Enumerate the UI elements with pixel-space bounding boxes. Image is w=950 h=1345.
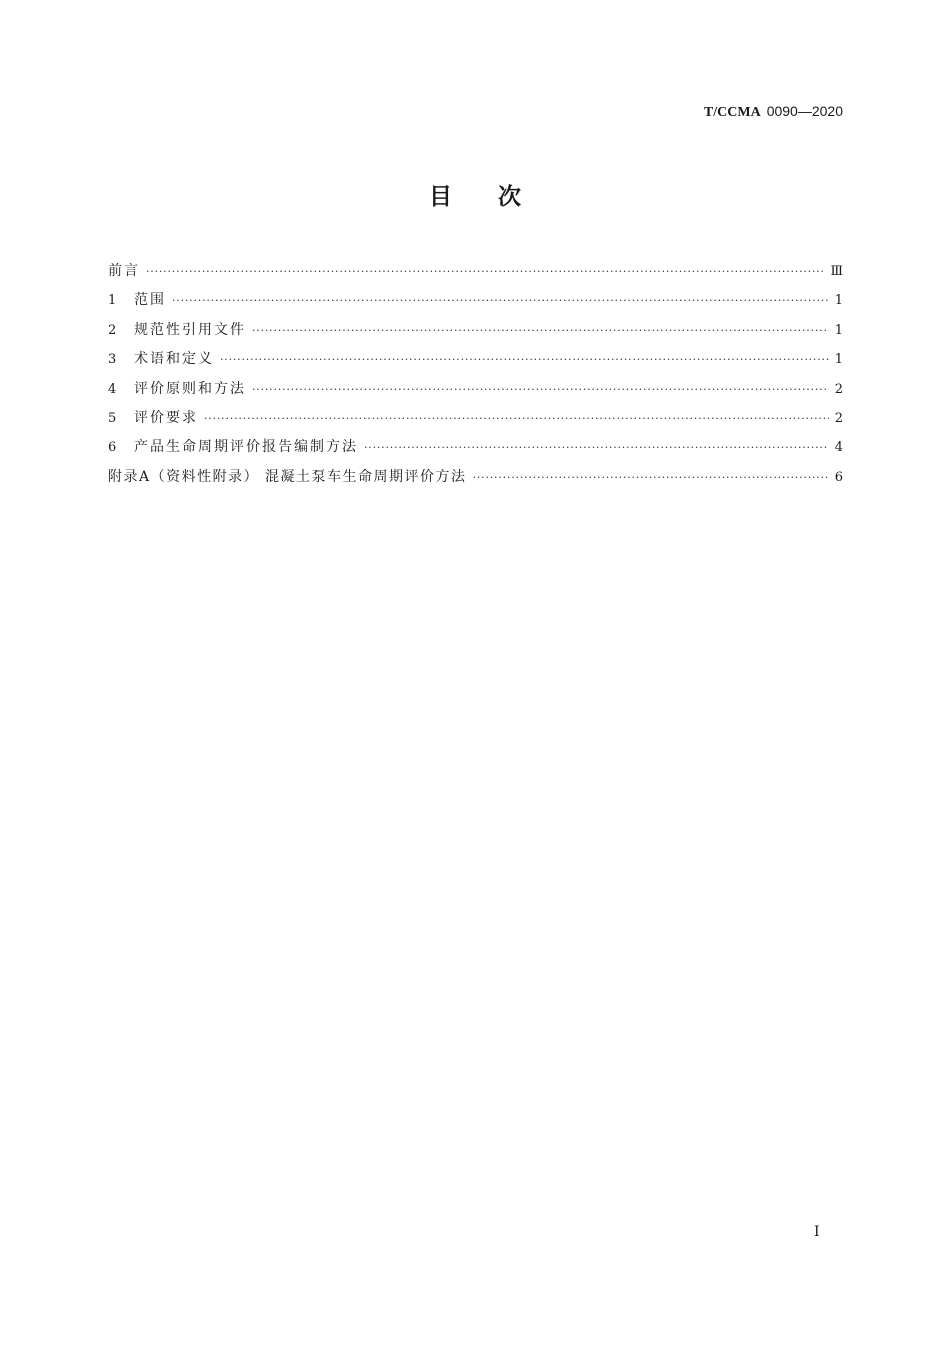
- toc-entry-terms-definitions[interactable]: [108, 347, 843, 376]
- toc-entry-label: 规范性引用文件: [134, 321, 246, 338]
- toc-leader-dots: [364, 436, 829, 460]
- toc-entry-page: 1: [834, 322, 843, 338]
- toc-entry-evaluation-requirements[interactable]: [108, 406, 843, 435]
- toc-entry-report-method[interactable]: [108, 435, 843, 464]
- toc-leader-dots: [252, 378, 829, 402]
- page-title: 目次: [429, 184, 567, 210]
- toc-entry-label: 术语和定义: [134, 351, 214, 368]
- toc-entry-page: 2: [834, 381, 843, 397]
- toc-entry-number: 4: [108, 381, 117, 397]
- toc-entry-label: 评价原则和方法: [134, 380, 246, 397]
- toc-entry-evaluation-principles[interactable]: [108, 377, 843, 406]
- toc-entry-foreword[interactable]: [108, 259, 843, 288]
- toc-entry-number: 2: [108, 322, 117, 338]
- toc-entry-label: 前言: [108, 263, 140, 279]
- toc-entry-appendix-a[interactable]: [108, 465, 843, 494]
- toc-entry-number: 1: [108, 293, 117, 309]
- standard-code: T/CCMA: [703, 105, 761, 120]
- standard-number: 0090—2020: [766, 103, 843, 119]
- table-of-contents: [108, 259, 843, 494]
- toc-entry-label: 评价要求: [134, 409, 198, 426]
- toc-entry-page: Ⅲ: [830, 264, 843, 279]
- page-number: I: [814, 1224, 820, 1240]
- standard-header: [704, 101, 843, 123]
- toc-entry-number: 3: [108, 352, 117, 368]
- toc-entry-number: 5: [108, 410, 117, 426]
- toc-entry-page: 1: [834, 293, 843, 309]
- toc-entry-page: 4: [834, 440, 843, 456]
- toc-entry-page: 2: [834, 410, 843, 426]
- toc-entry-page: 1: [834, 352, 843, 368]
- toc-leader-dots: [172, 289, 829, 313]
- toc-entry-normative-references[interactable]: [108, 318, 843, 347]
- toc-entry-page: 6: [834, 469, 843, 485]
- toc-entry-number: 6: [108, 440, 117, 456]
- toc-entry-scope[interactable]: [108, 288, 843, 317]
- toc-leader-dots: [220, 348, 829, 372]
- toc-leader-dots: [204, 407, 829, 431]
- toc-entry-label: 范围: [134, 292, 166, 309]
- toc-entry-label: 附录A（资料性附录） 混凝土泵车生命周期评价方法: [108, 468, 467, 485]
- toc-entry-label: 产品生命周期评价报告编制方法: [134, 439, 358, 456]
- toc-leader-dots: [252, 319, 829, 343]
- toc-leader-dots: [473, 466, 829, 490]
- toc-leader-dots: [146, 260, 826, 284]
